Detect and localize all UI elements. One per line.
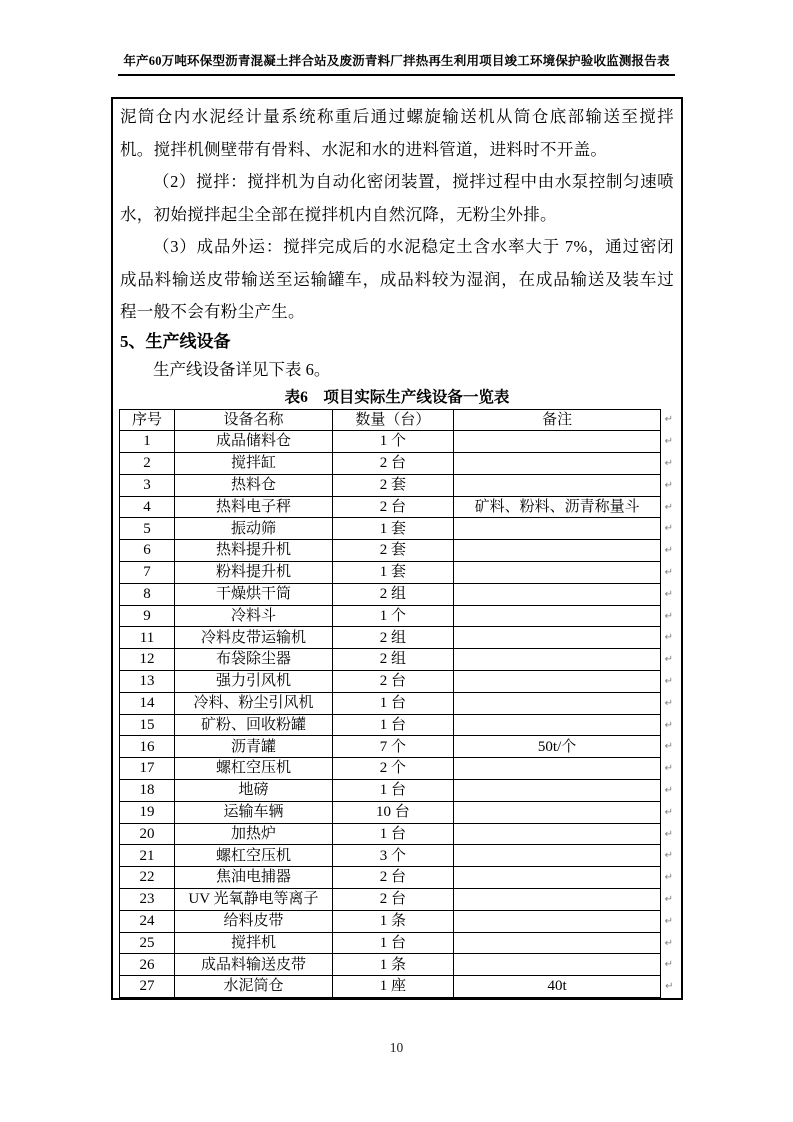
table-row bbox=[120, 736, 674, 758]
cell-device-name: 成品料输送皮带 bbox=[175, 954, 333, 976]
row-end-mark: ↵ bbox=[664, 697, 673, 709]
cell-quantity: 3 个 bbox=[332, 845, 453, 867]
cell-remark bbox=[453, 714, 660, 736]
column-header-1: 设备名称 bbox=[175, 409, 333, 431]
table-row bbox=[120, 932, 674, 954]
column-header-3: 备注 bbox=[453, 409, 660, 431]
cell-index: 13 bbox=[120, 671, 175, 693]
cell-remark bbox=[453, 801, 660, 823]
table-row bbox=[120, 627, 674, 649]
cell-device-name: 搅拌缸 bbox=[175, 453, 333, 475]
cell-quantity: 1 台 bbox=[332, 714, 453, 736]
table-row bbox=[120, 780, 674, 802]
cell-device-name: 矿粉、回收粉罐 bbox=[175, 714, 333, 736]
cell-quantity: 1 套 bbox=[332, 562, 453, 584]
cell-device-name: 振动筛 bbox=[175, 518, 333, 540]
row-end-mark: ↵ bbox=[664, 610, 673, 622]
table-row bbox=[120, 692, 674, 714]
cell-device-name: 热料电子秤 bbox=[175, 496, 333, 518]
cell-quantity: 1 个 bbox=[332, 431, 453, 453]
cell-remark bbox=[453, 518, 660, 540]
paragraph-cement-silo: 泥筒仓内水泥经计量系统称重后通过螺旋输送机从筒仓底部输送至搅拌机。搅拌机侧壁带有骨料、水泥和水的进料管道，进料时不开盖。 bbox=[120, 107, 674, 159]
row-end-mark: ↵ bbox=[665, 981, 674, 993]
cell-quantity: 2 台 bbox=[332, 453, 453, 475]
cell-remark bbox=[453, 583, 660, 605]
cell-index: 25 bbox=[120, 932, 175, 954]
cell-device-name: 冷料斗 bbox=[175, 605, 333, 627]
table-title: 表6 项目实际生产线设备一览表 bbox=[284, 388, 510, 406]
cell-device-name: 加热炉 bbox=[175, 823, 333, 845]
cell-remark bbox=[453, 780, 660, 802]
cell-quantity: 2 台 bbox=[332, 867, 453, 889]
cell-remark bbox=[453, 954, 660, 976]
table-row bbox=[120, 583, 674, 605]
table-header-row bbox=[120, 409, 674, 431]
cell-index: 21 bbox=[120, 845, 175, 867]
cell-device-name: 螺杠空压机 bbox=[175, 758, 333, 780]
cell-quantity: 2 组 bbox=[332, 649, 453, 671]
cell-device-name: 地磅 bbox=[175, 780, 333, 802]
cell-quantity: 1 套 bbox=[332, 518, 453, 540]
row-end-mark: ↵ bbox=[664, 850, 673, 862]
cell-remark bbox=[453, 932, 660, 954]
cell-quantity: 1 条 bbox=[332, 954, 453, 976]
cell-quantity: 2 个 bbox=[332, 758, 453, 780]
cell-remark: 40t bbox=[453, 976, 660, 998]
cell-device-name: 热料提升机 bbox=[175, 540, 333, 562]
column-header-2: 数量（台） bbox=[332, 409, 453, 431]
row-end-mark: ↵ bbox=[664, 872, 673, 884]
row-end-mark: ↵ bbox=[664, 632, 673, 644]
cell-index: 23 bbox=[120, 889, 175, 911]
table-row bbox=[120, 671, 674, 693]
cell-index: 8 bbox=[120, 583, 175, 605]
cell-quantity: 1 台 bbox=[332, 823, 453, 845]
cell-quantity: 2 套 bbox=[332, 540, 453, 562]
table-row bbox=[120, 845, 674, 867]
cell-device-name: 冷料皮带运输机 bbox=[175, 627, 333, 649]
cell-remark bbox=[453, 540, 660, 562]
row-end-mark: ↵ bbox=[664, 763, 673, 775]
row-end-mark: ↵ bbox=[664, 588, 673, 600]
cell-quantity: 1 台 bbox=[332, 932, 453, 954]
row-end-mark: ↵ bbox=[664, 479, 673, 491]
cell-quantity: 2 台 bbox=[332, 671, 453, 693]
cell-remark bbox=[453, 889, 660, 911]
cell-index: 6 bbox=[120, 540, 175, 562]
cell-index: 1 bbox=[120, 431, 175, 453]
table-row bbox=[120, 649, 674, 671]
cell-index: 3 bbox=[120, 474, 175, 496]
table-row bbox=[120, 910, 674, 932]
table-row bbox=[120, 889, 674, 911]
cell-device-name: 成品储料仓 bbox=[175, 431, 333, 453]
cell-device-name: 给料皮带 bbox=[175, 910, 333, 932]
table-row bbox=[120, 474, 674, 496]
row-end-mark: ↵ bbox=[664, 545, 673, 557]
cell-remark bbox=[453, 627, 660, 649]
table-row bbox=[120, 431, 674, 453]
cell-quantity: 2 组 bbox=[332, 583, 453, 605]
cell-quantity: 1 个 bbox=[332, 605, 453, 627]
cell-quantity: 2 台 bbox=[332, 496, 453, 518]
cell-remark bbox=[453, 910, 660, 932]
table-row bbox=[120, 518, 674, 540]
cell-device-name: 干燥烘干筒 bbox=[175, 583, 333, 605]
cell-remark bbox=[453, 562, 660, 584]
section-intro: 生产线设备详见下表 6。 bbox=[153, 359, 331, 379]
cell-quantity: 7 个 bbox=[332, 736, 453, 758]
cell-remark bbox=[453, 474, 660, 496]
cell-remark: 矿料、粉料、沥青称量斗 bbox=[453, 496, 660, 518]
row-end-mark: ↵ bbox=[664, 414, 673, 426]
cell-remark bbox=[453, 845, 660, 867]
row-end-mark: ↵ bbox=[664, 741, 673, 753]
table-row bbox=[120, 562, 674, 584]
cell-remark: 50t/个 bbox=[453, 736, 660, 758]
row-end-mark: ↵ bbox=[664, 719, 673, 731]
table-row bbox=[120, 496, 674, 518]
row-end-mark: ↵ bbox=[664, 436, 673, 448]
row-end-mark: ↵ bbox=[664, 675, 673, 687]
page-number: 10 bbox=[389, 1040, 404, 1055]
cell-quantity: 1 台 bbox=[332, 780, 453, 802]
cell-device-name: 螺杠空压机 bbox=[175, 845, 333, 867]
cell-device-name: UV 光氧静电等离子 bbox=[175, 889, 333, 911]
cell-remark bbox=[453, 431, 660, 453]
cell-remark bbox=[453, 671, 660, 693]
cell-quantity: 2 组 bbox=[332, 627, 453, 649]
cell-remark bbox=[453, 692, 660, 714]
column-header-0: 序号 bbox=[120, 409, 175, 431]
cell-device-name: 搅拌机 bbox=[175, 932, 333, 954]
cell-quantity: 1 座 bbox=[332, 976, 453, 998]
cell-index: 20 bbox=[120, 823, 175, 845]
cell-index: 11 bbox=[120, 627, 175, 649]
cell-device-name: 粉料提升机 bbox=[175, 562, 333, 584]
paragraph-mixing: （2）搅拌：搅拌机为自动化密闭装置，搅拌过程中由水泵控制匀速喷水，初始搅拌起尘全部在搅拌机内自然沉降，无粉尘外排。 bbox=[120, 172, 674, 224]
table-row bbox=[120, 605, 674, 627]
table-row bbox=[120, 823, 674, 845]
table-row bbox=[120, 758, 674, 780]
row-end-mark: ↵ bbox=[664, 937, 673, 949]
cell-remark bbox=[453, 867, 660, 889]
table-row bbox=[120, 714, 674, 736]
table-row bbox=[120, 453, 674, 475]
cell-index: 18 bbox=[120, 780, 175, 802]
header-title: 年产60万吨环保型沥青混凝土拌合站及废沥青料厂拌热再生利用项目竣工环境保护验收监测报告表 bbox=[123, 54, 670, 68]
cell-index: 4 bbox=[120, 496, 175, 518]
cell-device-name: 沥青罐 bbox=[175, 736, 333, 758]
cell-device-name: 运输车辆 bbox=[175, 801, 333, 823]
cell-device-name: 强力引风机 bbox=[175, 671, 333, 693]
cell-index: 27 bbox=[120, 976, 175, 998]
cell-device-name: 布袋除尘器 bbox=[175, 649, 333, 671]
cell-device-name: 水泥筒仓 bbox=[175, 976, 333, 998]
cell-remark bbox=[453, 823, 660, 845]
cell-device-name: 热料仓 bbox=[175, 474, 333, 496]
table-row bbox=[120, 801, 674, 823]
row-end-mark: ↵ bbox=[664, 959, 673, 971]
row-end-mark: ↵ bbox=[664, 915, 673, 927]
cell-remark bbox=[453, 605, 660, 627]
row-end-mark: ↵ bbox=[664, 784, 673, 796]
cell-index: 17 bbox=[120, 758, 175, 780]
row-end-mark: ↵ bbox=[664, 457, 673, 469]
page-header bbox=[118, 51, 675, 76]
cell-index: 19 bbox=[120, 801, 175, 823]
table-row bbox=[120, 954, 674, 976]
cell-index: 2 bbox=[120, 453, 175, 475]
cell-index: 24 bbox=[120, 910, 175, 932]
cell-index: 15 bbox=[120, 714, 175, 736]
table-row bbox=[120, 867, 674, 889]
row-end-mark: ↵ bbox=[664, 523, 673, 535]
cell-quantity: 1 台 bbox=[332, 692, 453, 714]
row-end-mark: ↵ bbox=[664, 566, 673, 578]
section-heading: 5、生产线设备 bbox=[120, 331, 231, 351]
table-row bbox=[120, 540, 674, 562]
cell-device-name: 冷料、粉尘引风机 bbox=[175, 692, 333, 714]
cell-quantity: 2 台 bbox=[332, 889, 453, 911]
equipment-table bbox=[119, 409, 674, 999]
paragraph-product-transport: （3）成品外运：搅拌完成后的水泥稳定土含水率大于 7%，通过密闭成品料输送皮带输送至运输罐车，成品料较为湿润，在成品输送及装车过程一般不会有粉尘产生。 bbox=[120, 237, 674, 321]
row-end-mark: ↵ bbox=[664, 654, 673, 666]
row-end-mark: ↵ bbox=[664, 501, 673, 513]
content-box bbox=[111, 97, 683, 1000]
row-end-mark: ↵ bbox=[664, 828, 673, 840]
cell-device-name: 焦油电捕器 bbox=[175, 867, 333, 889]
cell-index: 14 bbox=[120, 692, 175, 714]
cell-remark bbox=[453, 758, 660, 780]
cell-quantity: 2 套 bbox=[332, 474, 453, 496]
cell-index: 9 bbox=[120, 605, 175, 627]
cell-index: 5 bbox=[120, 518, 175, 540]
cell-quantity: 1 条 bbox=[332, 910, 453, 932]
cell-index: 7 bbox=[120, 562, 175, 584]
cell-remark bbox=[453, 649, 660, 671]
cell-index: 26 bbox=[120, 954, 175, 976]
cell-index: 12 bbox=[120, 649, 175, 671]
cell-quantity: 10 台 bbox=[332, 801, 453, 823]
row-end-mark: ↵ bbox=[664, 806, 673, 818]
row-end-mark: ↵ bbox=[664, 893, 673, 905]
cell-index: 16 bbox=[120, 736, 175, 758]
cell-remark bbox=[453, 453, 660, 475]
table-row bbox=[120, 976, 674, 998]
cell-index: 22 bbox=[120, 867, 175, 889]
